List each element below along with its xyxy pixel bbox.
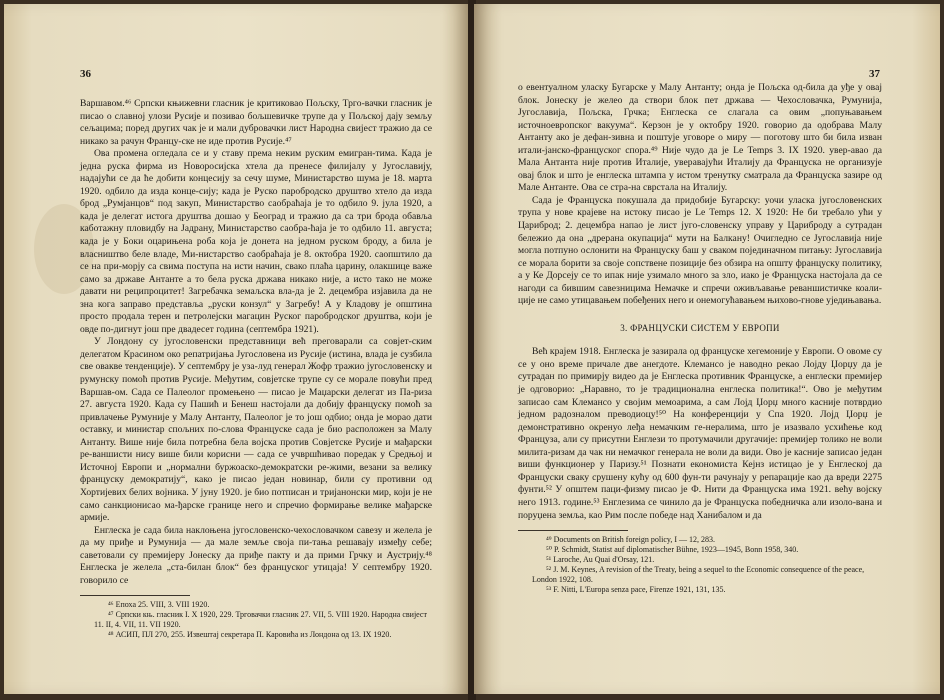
- paragraph: У Лондону су југословенски представници већ преговарали са совјет-ским делегатом Красином око репатријања Југословена из Русије (истина, влада је сузбила све овакве тенденције). У септембру је уза-луд генерал Жофр тражио југословенску и румунску помоћ против Русије. Међутим, совјетске трупе су се морале повући пред Варшав-ом. Сада се Палеолог промењено — писао је Маџарски делегат из Па-риза 27. августа 1920. Када су Пашић и Бенеш настојали да добију француску помоћ за привлачење Румуније у Малу Антанту, Палеолог је то још одбио; онда је морао дати оставку, и министар спољних по-слова Француске сада је био расположен за Малу Антанту. Више није била потребна бела војска против Совјетске Русије и мађарски ре-ваншисти нису више били корисни — сада се учвршћивао поредак у Средњој и Источној Европи и „нормални буржоаско-демократски ре-жими, везани за велику француску демократију“, како је писао један новинар, били су противни од Хортијевих белих војника. У јуну 1920. је био потписан и тријанонски мир, који је не само санкционисао ма-ђарске границе него и спречио формирање велике мађарске армије.: [80, 336, 432, 524]
- paragraph: Варшавом.⁴⁶ Српски књижевни гласник је критиковао Пољску, Тргo-вачки гласник је писао о славној улози Русије и позивао бољшевичке трупе да у Пољској дају земљу сељацима; поред других чак је и мали дубровачки лист Народна свијест тражио да се никако за рачун Францу-ске не иде против Русије.⁴⁷: [80, 98, 432, 147]
- footnote: ⁵³ F. Nitti, L'Europa senza pace, Firenze 1921, 131, 135.: [546, 585, 726, 595]
- footnote: ⁵¹ Laroche, Au Quai d'Orsay, 121.: [546, 555, 655, 565]
- page-number-right: 37: [869, 68, 880, 80]
- left-page: [4, 4, 470, 694]
- paragraph: Сада је Француска покушала да придобије Бугарску: уочи уласка југословенских трупа у нове крајеве на истоку писао је Le Temps 12. X 1920: Не би требало ући у Цариброд; 2. децембра напао је лист југо-словенску управу у Цариброду а сутрадан бележио да она „дрерана окупација“ мути на Балкану! Очигледно се Југославија није могла потпуно ослонити на Француску баш у сваком појединачном питању: Југославија се морала борити за своје сопствене позиције без обзира на општу француску политику, а у Ке Дорсеју се то ипак није узимало много за зло, иако је Француска настојала да се нагоди са бившим савезницима Немачке и спречи оживљавање реваншистичке коали-ције не само утицавањем побеђених него и онемогућавањем њихово-гнове уједињавања.: [518, 194, 882, 307]
- paragraph: Већ крајем 1918. Енглеска је зазирала од француске хегемоније у Европи. О овоме су се у оно време причале две анегдоте. Клемансо је наводно рекао Лојду Џорџу да је сутрадан по примирју видео да је Енглеска противник Француске, а енглески премијер је одговорио: „Наравно, то је традиционална енглеска политика!“. Ово је међутим записао сам Клемансо у својим мемоарима, а сам Лојд Џорџ много касније потврдио једном радозналом преводиоцу!⁵⁰ На конференцији у Спа 1920. Лојд Џорџ је демонстративно окренуо леђа немачким ге-нералима, што је изазвало усхићење код Француза, али су присутни Енглези то протумачили другачије: премијер толико не воли милита-ризам да чак ни немачког генерала не воли да види. Ово је касније записао један виши функционер у Паризу.⁵¹ Познати економиста Кејнз истицао је у Енглеској да Француски сваку срушену кућу од 600 фун-ти рачунају у репарације као да вреди 2275 фунти.⁵² У општем паци-физму писао је Ф. Нити да Француска има 1921. већу војску него 1913. године.⁵³ Енглезима се чинило да је Француска победничка али изоло-вана и поруџена земља, као Рим после победе над Ханибалом и да: [518, 346, 882, 521]
- footnote: ⁴⁹ Documents on British foreign policy, I — 12, 283.: [546, 535, 716, 545]
- footnote: ⁴⁸ АСИП, ПЛ 270, 255. Извештај секретара П. Каровића из Лондона од 13. IX 1920.: [108, 630, 392, 640]
- left-body-text: [80, 98, 432, 640]
- right-body-text: [518, 82, 882, 595]
- paragraph: Ова промена огледала се и у ставу према неким руским емигран-тима. Када је једна руска фирма из Новоросијска хтела да пренесе филијалу у Југославију, надајући се да ће добити концесију за сечу шуме, Министарство шума је 18. марта 1920. одбило да изда конце-сију; када је Руско паробродско друштво хтело да изда брод „Румјанцов“ под закуп, Министарство саобраћаја је то одбило 9. јула 1920, а када је делегат истога друштва дошао у Београд и тражио да са три брода обавља каботажну пловидбу на Јадрану, Министарство саобра-ћаја је то одбило 11. августа; када је у Боки оцарињена роба која је донета на једном руском броду, а била је власништво беле владе, Ми-нистарство саобраћаја је 8. октобра 1920. саопштило да се на при-морју са свима поступа на исти начин, свако плаћа царину, олакшице важе само за државе Антанте а то бела руска држава никако није, а исто тако не може давати ни реципроцитет! Загребачка земаљска вла-да је 2. децембра изјавила да не зна кога заправо представља „руски конзул“ у Загребу! А у Кладову је општина просто продала терен и петролејски магацин Руског паробродског друштва, који је овде по-дигнут још пре двадесет година (септембра 1921).: [80, 148, 432, 335]
- paragraph: Енглеска је сада била наклоњена југословенско-чехословачком савезу и желела је да му приђе и Румунија — да мале земље своја пи-тања решавају између себе; саветовали су премијеру Јонеску да приђе пакту и да прими Грчку и Аустрију.⁴⁸ Енглеска је желела „ста-билан блок“ без француског утицаја! У септембру 1920. говорило се: [80, 524, 432, 586]
- footnote-rule: [518, 530, 628, 531]
- footnote-rule: [80, 595, 190, 596]
- right-page: [474, 4, 940, 694]
- footnote: ⁴⁷ Српски књ. гласник I. X 1920, 229. Трговачки гласник 27. VII, 5. VIII 1920. Народна свијест 11. II, 4. VII, 11. VII 1920.: [94, 610, 427, 630]
- page-number-left: 36: [80, 68, 91, 80]
- footnote: ⁵⁰ P. Schmidt, Statist auf diplomatischer Bühne, 1923—1945, Bonn 1958, 340.: [546, 545, 799, 555]
- paragraph: о евентуалном уласку Бугарске у Малу Антанту; онда је Пољска од-била да уђе у овај блок. Јонеску је желео да створи блок пет држава — Чехословачка, Румунија, Југославија, Пољска, Грчка; Енглеска се слагала са овим „попуњавањем источноевропског вакуума“. Керзон је у октобру 1920. говорио да одобрава Малу Антанту ако је дефан-зивна и поштује уговоре о миру — поготову што би била изван итали-јанско-француског спора.⁴⁹ Није чудо да је Le Temps 3. IX 1920. увер-авао да Мала Антанта није против Италије, уверавајући Италију да Француска не организује овај блок и што је енглеска штампа у истом тренутку сматрала да Француска зазире од Мале Антанте. Ова се стра-на сврстала на Италију.: [518, 82, 882, 194]
- section-heading: 3. ФРАНЦУСКИ СИСТЕМ У ЕВРОПИ: [620, 322, 780, 333]
- footnote: ⁵² J. M. Keynes, A revision of the Treaty, being a sequel to the Economic consequence of the peace, London 1922, 108.: [532, 565, 865, 585]
- footnote: ⁴⁶ Епоха 25. VIII, 3. VIII 1920.: [108, 600, 210, 610]
